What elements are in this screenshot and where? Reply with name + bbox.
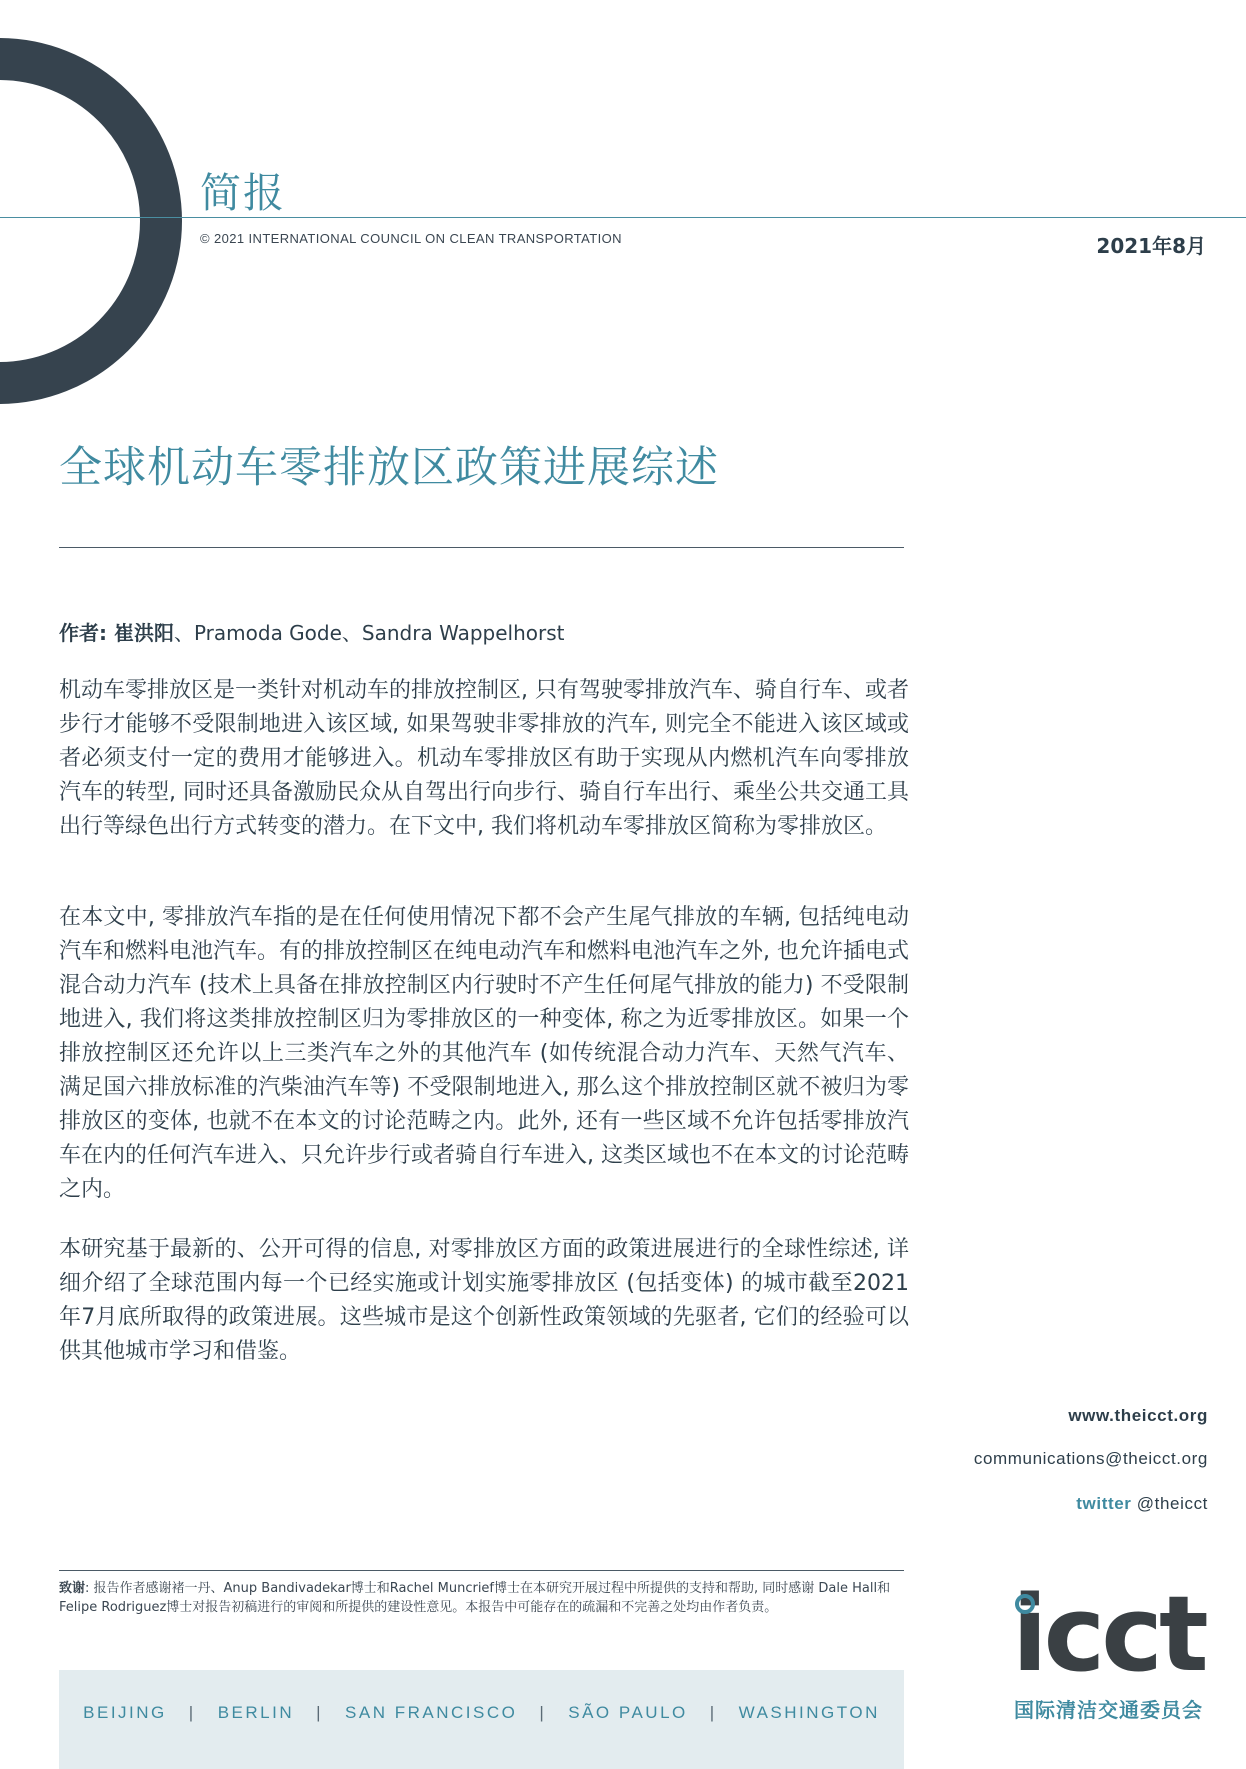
logo-subtitle: 国际清洁交通委员会	[1014, 1698, 1203, 1722]
footer-office-bar	[59, 1670, 904, 1769]
city-sao-paulo: SÃO PAULO	[568, 1703, 688, 1722]
author-line	[59, 617, 564, 646]
city-separator: |	[709, 1703, 717, 1722]
ack-label: 致谢	[59, 1581, 86, 1596]
acknowledgement-divider	[59, 1570, 904, 1571]
office-cities	[59, 1703, 904, 1723]
body-paragraph-1	[59, 674, 909, 844]
logo-wordmark: icct	[1012, 1573, 1205, 1695]
body-paragraph-2	[59, 901, 909, 1207]
website-link[interactable]: www.theicct.org	[1068, 1406, 1208, 1425]
report-title: 全球机动车零排放区政策进展综述	[59, 443, 719, 493]
twitter-handle: @theicct	[1131, 1494, 1208, 1513]
header-divider	[0, 217, 1246, 218]
city-beijing: BEIJING	[83, 1703, 167, 1722]
icct-logo	[1012, 1573, 1212, 1722]
decorative-ring	[0, 38, 182, 404]
twitter-link[interactable]	[1076, 1494, 1208, 1514]
twitter-label: twitter	[1076, 1494, 1132, 1513]
document-type-label: 简报	[200, 169, 286, 217]
body-paragraph-3	[59, 1233, 909, 1369]
city-separator: |	[188, 1703, 196, 1722]
paragraph-text: 在本文中, 零排放汽车指的是在任何使用情况下都不会产生尾气排放的车辆, 包括纯电动汽车和燃料电池汽车。有的排放控制区在纯电动汽车和燃料电池汽车之外, 也允许插电式混合动力汽车 (技术上具备在排放控制区内行驶时不产生任何尾气排放的能力) 不受限制地进入, 我们将这类排放控制区归为零排放区的一种变体, 称之为近零排放区。如果一个排放控制区还允许以上三类汽车之外的其他汽车 (如传统混合动力汽车、天然气汽车、满足国六排放标准的汽柴油汽车等) 不受限制地进入, 那么这个排放控制区就不被归为零排放区的变体, 也就不在本文的讨论范畴之内。此外, 还有一些区域不允许包括零排放汽车在内的任何汽车进入、只允许步行或者骑自行车进入, 这类区域也不在本文的讨论范畴之内。	[59, 905, 909, 1202]
email-link[interactable]: communications@theicct.org	[973, 1449, 1208, 1468]
city-separator: |	[539, 1703, 547, 1722]
city-san-francisco: SAN FRANCISCO	[345, 1703, 518, 1722]
logo-dot-icon	[1015, 1594, 1035, 1614]
city-separator: |	[316, 1703, 324, 1722]
paragraph-text: 本研究基于最新的、公开可得的信息, 对零排放区方面的政策进展进行的全球性综述, 详细介绍了全球范围内每一个已经实施或计划实施零排放区 (包括变体) 的城市截至2021年7月底所取得的政策进展。这些城市是这个创新性政策领域的先驱者, 它们的经验可以供其他城市学习和借鉴。	[59, 1237, 909, 1364]
author-label: 作者: 崔洪阳	[59, 621, 174, 645]
acknowledgements	[59, 1579, 904, 1617]
title-divider	[59, 547, 904, 548]
paragraph-text: 机动车零排放区是一类针对机动车的排放控制区, 只有驾驶零排放汽车、骑自行车、或者步行才能够不受限制地进入该区域, 如果驾驶非零排放的汽车, 则完全不能进入该区域或者必须支付一定的费用才能够进入。机动车零排放区有助于实现从内燃机汽车向零排放汽车的转型, 同时还具备激励民众从自驾出行向步行、骑自行车出行、乘坐公共交通工具出行等绿色出行方式转变的潜力。在下文中, 我们将机动车零排放区简称为零排放区。	[59, 678, 909, 839]
copyright-notice: © 2021 INTERNATIONAL COUNCIL ON CLEAN TRANSPORTATION	[200, 231, 622, 246]
author-names: 、Pramoda Gode、Sandra Wappelhorst	[173, 621, 565, 645]
city-berlin: BERLIN	[217, 1703, 295, 1722]
publication-date: 2021年8月	[1096, 234, 1206, 258]
city-washington: WASHINGTON	[738, 1703, 880, 1722]
ack-text: : 报告作者感谢褚一丹、Anup Bandivadekar博士和Rachel Muncrief博士在本研究开展过程中所提供的支持和帮助, 同时感谢 Dale Hall和Felipe Rodriguez博士对报告初稿进行的审阅和所提供的建设性意见。本报告中可能存在的疏漏和不完善之处均由作者负责。	[59, 1581, 891, 1615]
